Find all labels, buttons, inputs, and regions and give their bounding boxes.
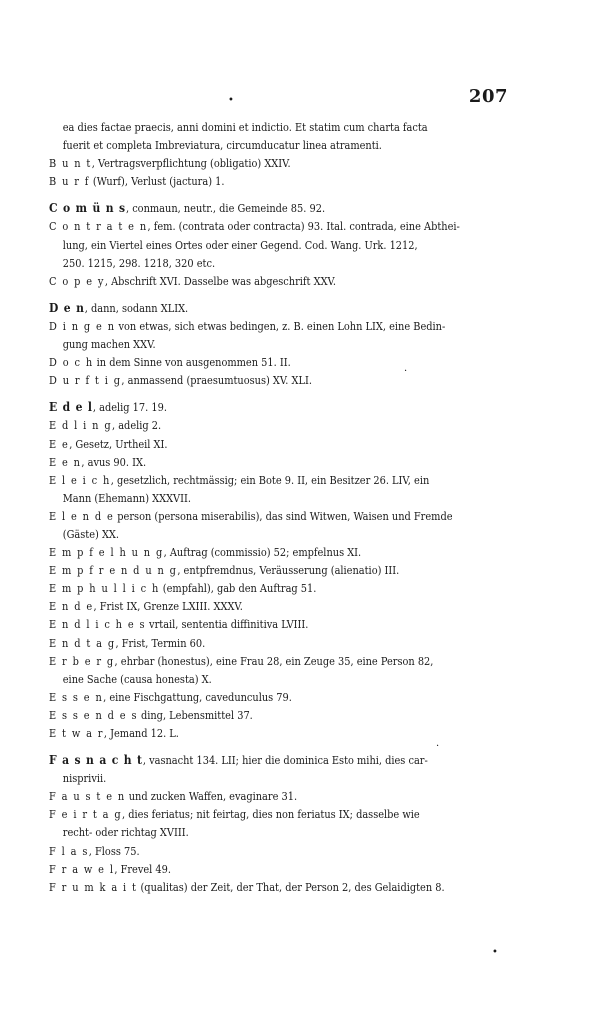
entry-headword: F e i r t a g <box>49 807 123 822</box>
entry-group-gap <box>49 742 520 751</box>
entry-headword: E d l i n g <box>49 418 112 433</box>
glossary-text <box>49 118 520 896</box>
glossary-entry <box>49 652 520 670</box>
entry-headword: E s s e n <box>49 689 104 704</box>
entry-definition: lung, ein Viertel eines Ortes oder einer Gegend. Cod. Wang. Urk. 1212, <box>62 237 418 252</box>
glossary-entry <box>49 453 520 471</box>
entry-definition: , anmassend (praesumtuosus) XV. XLI. <box>121 373 312 388</box>
print-speck: · <box>436 741 440 752</box>
page-number: 207 <box>468 86 508 107</box>
entry-definition: (qualitas) der Zeit, der That, der Person 2, des Gelaidigten 8. <box>137 879 445 894</box>
entry-definition: 250. 1215, 298. 1218, 320 etc. <box>62 255 216 270</box>
entry-headword: C o n t r a t e n <box>49 219 148 234</box>
entry-definition: , Floss 75. <box>88 843 140 858</box>
entry-headword: E e n <box>49 454 82 469</box>
glossary-entry <box>49 317 520 335</box>
entry-definition: , avus 90. IX. <box>81 454 147 469</box>
entry-continuation-line <box>49 823 520 841</box>
glossary-entry <box>49 217 520 235</box>
entry-headword: D u r f t i g <box>49 373 122 388</box>
entry-headword: E n d e <box>49 599 94 614</box>
glossary-entry <box>49 398 520 416</box>
glossary-entry <box>49 688 520 706</box>
glossary-entry <box>49 878 520 896</box>
glossary-entry <box>49 507 520 525</box>
entry-definition: , Vertragsverpflichtung (obligatio) XXIV. <box>91 156 291 171</box>
glossary-entry <box>49 615 520 633</box>
entry-group-gap <box>49 190 520 199</box>
entry-headword: D e n <box>49 299 85 315</box>
entry-definition: person (persona miserabilis), das sind Witwen, Waisen und Fremde <box>114 508 453 523</box>
glossary-entry <box>49 751 520 769</box>
entry-headword: E r b e r g <box>49 653 115 668</box>
entry-definition: , conmaun, neutr., die Gemeinde 85. 92. <box>125 201 326 216</box>
entry-definition: , Frist, Termin 60. <box>115 635 206 650</box>
glossary-entry <box>49 706 520 724</box>
glossary-entry <box>49 543 520 561</box>
glossary-entry <box>49 634 520 652</box>
entry-definition: , Gesetz, Urtheil XI. <box>69 436 168 451</box>
print-speck: · <box>404 366 408 377</box>
entry-definition: , Frist IX, Grenze LXIII. XXXV. <box>93 599 243 614</box>
entry-definition: recht- oder richtag XVIII. <box>62 825 189 840</box>
entry-headword: D i n g e n <box>49 318 116 333</box>
entry-headword: F l a s <box>49 843 89 858</box>
glossary-entry <box>49 299 520 317</box>
entry-definition: und zucken Waffen, evaginare 31. <box>125 789 298 804</box>
entry-definition: , adelig 2. <box>111 418 162 433</box>
entry-definition: , adelig 17. 19. <box>92 400 167 415</box>
entry-continuation-line <box>49 525 520 543</box>
entry-definition: , eine Fischgattung, cavedunculus 79. <box>103 689 292 704</box>
entry-definition: , dann, sodann XLIX. <box>84 300 189 315</box>
glossary-entry <box>49 471 520 489</box>
entry-definition: , ehrbar (honestus), eine Frau 28, ein Zeuge 35, eine Person 82, <box>114 653 434 668</box>
glossary-entry <box>49 597 520 615</box>
entry-continuation-line <box>49 335 520 353</box>
entry-definition: gung machen XXV. <box>62 337 156 352</box>
entry-continuation-line <box>49 670 520 688</box>
entry-headword: F r u m k a i t <box>49 879 138 894</box>
print-speck: • <box>492 947 498 958</box>
entry-headword: F r a w e l <box>49 861 115 876</box>
entry-headword: E m p f r e n d u n g <box>49 563 178 578</box>
glossary-entry <box>49 371 520 389</box>
entry-definition: , gesetzlich, rechtmässig; ein Bote 9. II, ein Besitzer 26. LIV, ein <box>110 472 430 487</box>
entry-headword: B u r f <box>49 174 90 189</box>
entry-definition: , Abschrift XVI. Dasselbe was abgeschrift XXV. <box>104 273 337 288</box>
entry-group-gap <box>49 290 520 299</box>
entry-headword: E t w a r <box>49 726 104 740</box>
entry-headword: E n d t a g <box>49 635 116 650</box>
entry-continuation-line <box>49 118 520 136</box>
entry-definition: , vasnacht 134. LII; hier die dominica Esto mihi, dies car- <box>142 753 428 768</box>
entry-definition: ding, Lebensmittel 37. <box>137 707 253 722</box>
entry-headword: F a s n a c h t <box>49 752 143 768</box>
glossary-entry <box>49 154 520 172</box>
entry-headword: E m p f e l h u n g <box>49 545 164 560</box>
glossary-entry <box>49 172 520 190</box>
entry-definition: eine Sache (causa honesta) X. <box>62 671 212 686</box>
glossary-entry <box>49 199 520 217</box>
entry-definition: , Frevel 49. <box>114 861 172 876</box>
entry-definition: , fem. (contrata oder contracta) 93. Ital. contrada, eine Abthei- <box>147 219 460 234</box>
print-speck: • <box>228 95 234 106</box>
glossary-entry <box>49 353 520 371</box>
entry-headword: E e <box>49 436 70 451</box>
entry-headword: C o m ü n s <box>49 200 126 216</box>
entry-definition: Mann (Ehemann) XXXVII. <box>62 490 191 505</box>
entry-headword: E l e n d e <box>49 508 115 523</box>
entry-definition: in dem Sinne von ausgenommen 51. II. <box>93 355 291 370</box>
glossary-entry <box>49 860 520 878</box>
glossary-entry <box>49 787 520 805</box>
entry-definition: (empfahl), gab den Auftrag 51. <box>159 581 317 596</box>
glossary-entry <box>49 579 520 597</box>
entry-continuation-line <box>49 254 520 272</box>
entry-continuation-line <box>49 236 520 254</box>
entry-definition: nisprivii. <box>62 771 107 786</box>
entry-definition: (Wurf), Verlust (jactura) 1. <box>89 174 225 189</box>
entry-definition: , Auftrag (commissio) 52; empfelnus XI. <box>163 545 362 560</box>
entry-definition: von etwas, sich etwas bedingen, z. B. einen Lohn LIX, eine Bedin- <box>115 318 446 333</box>
entry-continuation-line <box>49 489 520 507</box>
entry-definition: fuerit et completa Imbreviatura, circumducatur linea atramenti. <box>62 138 382 153</box>
entry-continuation-line <box>49 136 520 154</box>
glossary-entry <box>49 724 520 742</box>
entry-headword: F a u s t e n <box>49 789 126 804</box>
entry-group-gap <box>49 389 520 398</box>
entry-headword: E d e l <box>49 399 93 415</box>
entry-definition: , Jemand 12. L. <box>103 726 179 740</box>
entry-headword: B u n t <box>49 156 92 171</box>
entry-headword: E n d l i c h e s <box>49 617 146 632</box>
entry-definition: ea dies factae praecis, anni domini et indictio. Et statim cum charta facta <box>62 120 428 134</box>
entry-headword: E m p h u l l i c h <box>49 581 160 596</box>
entry-headword: D o c h <box>49 355 94 370</box>
entry-headword: E l e i c h <box>49 472 111 487</box>
glossary-entry <box>49 272 520 290</box>
entry-headword: E s s e n d e s <box>49 707 138 722</box>
entry-continuation-line <box>49 769 520 787</box>
glossary-entry <box>49 842 520 860</box>
entry-definition: , entpfremdnus, Veräusserung (alienatio) III. <box>177 563 400 578</box>
entry-definition: , dies feriatus; nit feirtag, dies non feriatus IX; dasselbe wie <box>122 807 420 822</box>
glossary-entry <box>49 416 520 434</box>
entry-definition: vrtail, sententia diffinitiva LVIII. <box>145 617 309 632</box>
glossary-entry <box>49 435 520 453</box>
entry-headword: C o p e y <box>49 273 105 288</box>
entry-definition: (Gäste) XX. <box>62 526 120 541</box>
glossary-entry <box>49 805 520 823</box>
glossary-entry <box>49 561 520 579</box>
